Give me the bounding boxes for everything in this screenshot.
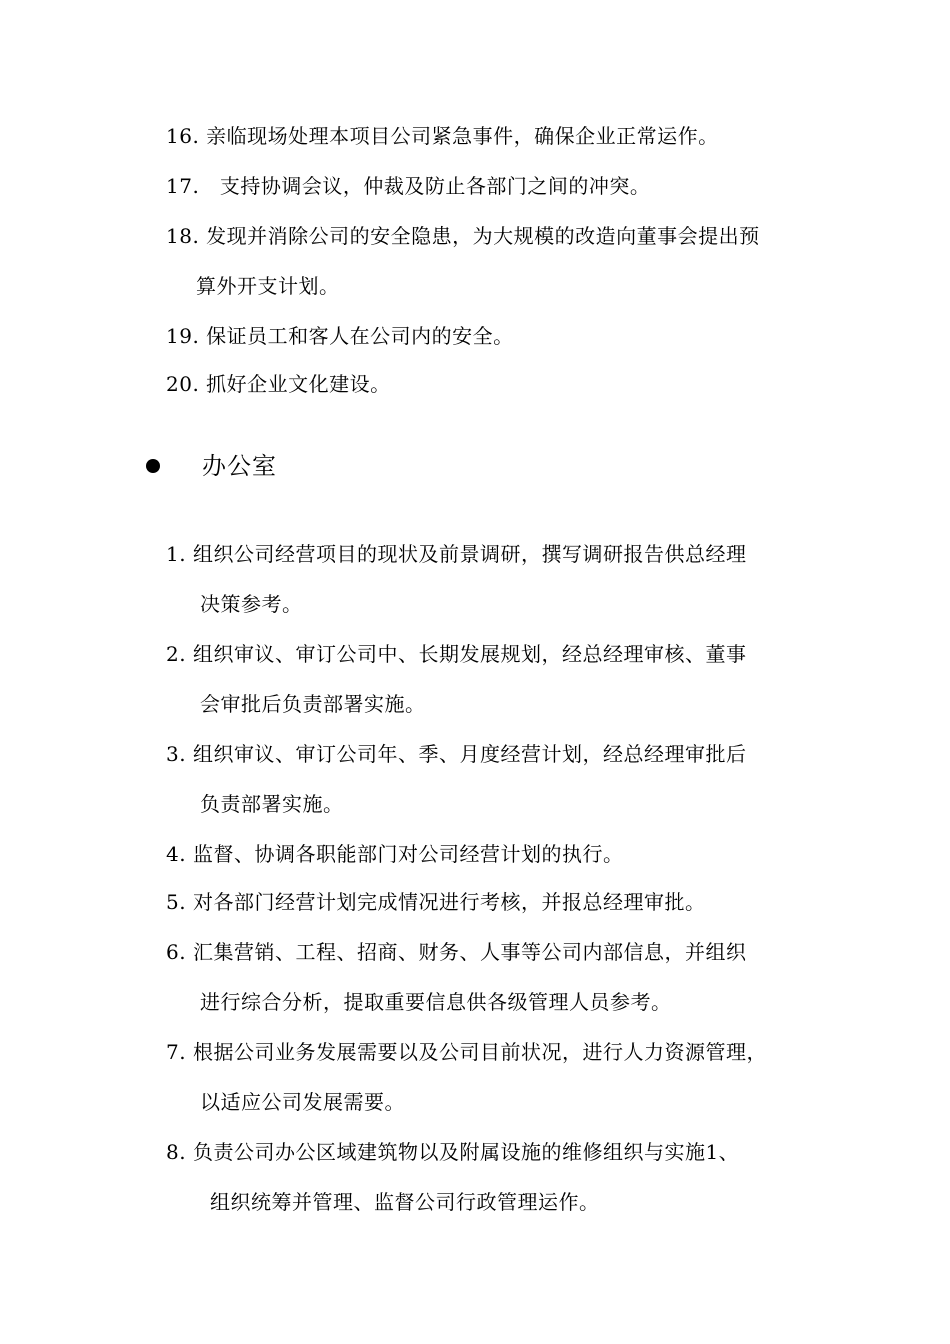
office-item-1-continuation xyxy=(200,590,303,618)
item-text: 汇集营销、工程、招商、财务、人事等公司内部信息，并组织 xyxy=(192,940,747,964)
item-number: 7. xyxy=(166,1040,187,1064)
item-text: 会审批后负责部署实施。 xyxy=(200,692,426,716)
item-text: 以适应公司发展需要。 xyxy=(200,1090,405,1114)
office-item-8-continuation xyxy=(210,1188,600,1216)
item-text: 组织审议、审订公司中、长期发展规划，经总经理审核、董事 xyxy=(192,642,747,666)
office-item-4 xyxy=(166,840,623,868)
office-item-2-continuation xyxy=(200,690,426,718)
list-item-16 xyxy=(166,122,719,150)
item-text: 组织审议、审订公司年、季、月度经营计划，经总经理审批后 xyxy=(192,742,747,766)
item-text: 进行综合分析，提取重要信息供各级管理人员参考。 xyxy=(200,990,672,1014)
list-item-17 xyxy=(166,172,650,200)
office-item-6-continuation xyxy=(200,988,672,1016)
office-item-7 xyxy=(166,1038,767,1066)
office-item-8 xyxy=(166,1138,739,1166)
office-item-3 xyxy=(166,740,746,768)
item-text: 根据公司业务发展需要以及公司目前状况，进行人力资源管理， xyxy=(192,1040,767,1064)
list-item-20 xyxy=(166,370,391,398)
item-number: 4. xyxy=(166,842,187,866)
item-text: 监督、协调各职能部门对公司经营计划的执行。 xyxy=(192,842,624,866)
section-heading-text: 办公室 xyxy=(202,452,277,480)
list-item-18 xyxy=(166,222,760,250)
office-item-6 xyxy=(166,938,746,966)
item-number: 19. xyxy=(166,324,200,348)
item-text: 决策参考。 xyxy=(200,592,303,616)
item-text: 亲临现场处理本项目公司紧急事件，确保企业正常运作。 xyxy=(206,124,719,148)
office-item-7-continuation xyxy=(200,1088,405,1116)
item-number: 5. xyxy=(166,890,187,914)
office-item-3-continuation xyxy=(200,790,344,818)
item-text: 组织公司经营项目的现状及前景调研，撰写调研报告供总经理 xyxy=(192,542,747,566)
item-text: 对各部门经营计划完成情况进行考核，并报总经理审批。 xyxy=(192,890,706,914)
item-text: 发现并消除公司的安全隐患，为大规模的改造向董事会提出预 xyxy=(206,224,760,248)
section-heading xyxy=(146,448,277,484)
item-number: 8. xyxy=(166,1140,187,1164)
bullet-icon xyxy=(146,459,160,473)
item-number: 1. xyxy=(166,542,187,566)
item-text: 支持协调会议，仲裁及防止各部门之间的冲突。 xyxy=(219,174,651,198)
item-number: 16. xyxy=(166,124,200,148)
item-number: 3. xyxy=(166,742,187,766)
item-text: 抓好企业文化建设。 xyxy=(206,372,391,396)
item-number: 18. xyxy=(166,224,200,248)
office-item-2 xyxy=(166,640,746,668)
item-number: 17. xyxy=(166,174,200,198)
list-item-18-continuation xyxy=(196,272,340,300)
item-number: 2. xyxy=(166,642,187,666)
item-text: 负责公司办公区域建筑物以及附属设施的维修组织与实施1、 xyxy=(192,1140,740,1164)
list-item-19 xyxy=(166,322,514,350)
office-item-5 xyxy=(166,888,705,916)
office-item-1 xyxy=(166,540,746,568)
item-number: 20. xyxy=(166,372,200,396)
item-number: 6. xyxy=(166,940,187,964)
item-text: 负责部署实施。 xyxy=(200,792,344,816)
item-text: 保证员工和客人在公司内的安全。 xyxy=(206,324,514,348)
item-text: 组织统筹并管理、监督公司行政管理运作。 xyxy=(210,1190,600,1214)
item-text: 算外开支计划。 xyxy=(196,274,340,298)
